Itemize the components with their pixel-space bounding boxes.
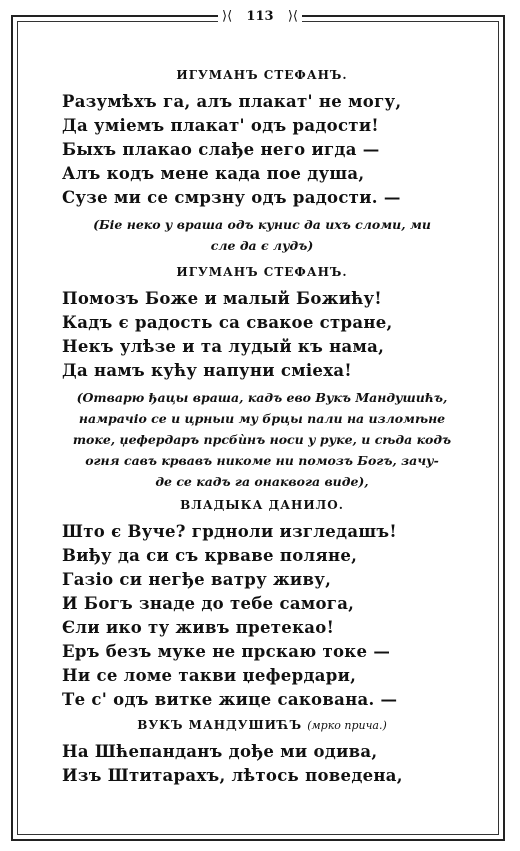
- verse-line: И Богъ знаде до тебе самога,: [62, 594, 355, 613]
- verse-line: Изъ Штитарахъ, лѣтось поведена,: [62, 766, 403, 785]
- verse-line: Сузе ми се смрзну одъ радости. —: [62, 188, 401, 207]
- speaker-aside: (мрко прича.): [307, 719, 387, 732]
- verse-line: Єли ико ту живъ претекао!: [62, 618, 335, 637]
- verse-line: Некъ улѣзе и та лудый къ нама,: [62, 337, 385, 356]
- stage-direction-line: огня савъ крвавъ никоме ни помозъ Богъ, зачу-: [85, 453, 439, 468]
- ornament-right-icon: ⟩⟨: [287, 9, 298, 24]
- speaker-heading: ВЛАДЫКА ДАНИЛО.: [180, 498, 344, 512]
- verse-line: Ни се ломе такви џефердари,: [62, 666, 357, 685]
- stage-direction-line: де се кадъ га онаквога виде),: [155, 474, 369, 489]
- verse-line: Разумѣхъ га, алъ плакат' не могу,: [62, 92, 402, 111]
- verse-line: Еръ безъ муке не прскаю токе —: [62, 642, 391, 661]
- verse-line: Виђу да си съ крваве поляне,: [62, 546, 358, 565]
- verse-line: Алъ кодъ мене када пое душа,: [62, 164, 365, 183]
- page-number-box: [218, 7, 302, 27]
- verse-line: Што є Вуче? грдноли изгледашъ!: [62, 522, 397, 541]
- stage-direction-line: (Отварю ђацы враша, кадъ ево Вукъ Мандушићъ,: [76, 390, 448, 405]
- verse-line: Быхъ плакао слађе него игда —: [62, 140, 380, 159]
- verse-line: Да уміемъ плакат' одъ радости!: [62, 116, 379, 135]
- speaker-heading: ИГУМАНЪ СТЕФАНЪ.: [176, 68, 348, 82]
- speaker-heading: [44, 718, 480, 732]
- stage-direction-line: токе, џефердаръ прсбѝнъ носи у руке, и сѣда кодъ: [72, 432, 452, 447]
- verse-line: Да намъ кућу напуни сміеха!: [62, 361, 352, 380]
- speaker-heading: ИГУМАНЪ СТЕФАНЪ.: [176, 265, 348, 279]
- ornament-left-icon: ⟩⟨: [222, 9, 233, 24]
- stage-direction-line: намрачіо се и црныи му брцы пали на изломѣне: [78, 411, 446, 426]
- speaker-name: ВУКЪ МАНДУШИЋЪ: [137, 718, 303, 732]
- verse-line: Те с' одъ витке жице сакована. —: [62, 690, 398, 709]
- stage-direction-line: сле да є лудъ): [210, 238, 314, 253]
- verse-line: На Шћепанданъ дође ми одива,: [62, 742, 378, 761]
- verse-line: Кадъ є радость са свакое стране,: [62, 313, 393, 332]
- stage-direction-line: (Біе неко у враша одъ кунис да ихъ сломи, ми: [93, 217, 431, 232]
- page-number: 113: [246, 9, 274, 24]
- verse-line: Помозъ Боже и малый Божићу!: [62, 289, 382, 308]
- verse-line: Газіо си негђе ватру живу,: [62, 570, 332, 589]
